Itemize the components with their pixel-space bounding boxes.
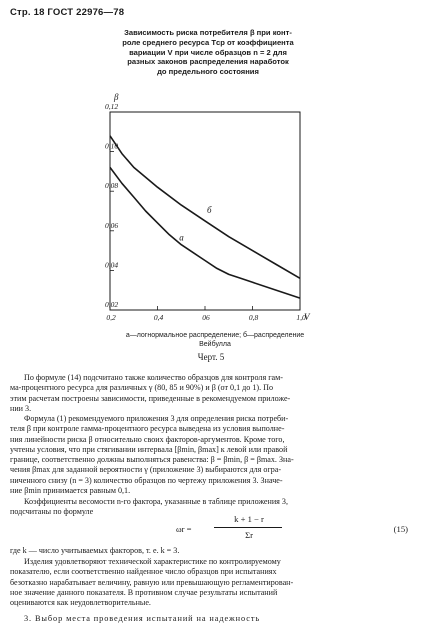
text-line: ния линейности риска β относительно своих факторов-аргументов. Кроме того, [10,434,285,444]
paragraph-formula-14 [10,373,412,414]
y-tick-label: 0,08 [105,181,119,191]
text-line: Изделия удовлетворяют технической характеристике по контролируемому [24,557,281,566]
caption-line: а—логнормальное распределение; б—распределение [125,332,305,339]
text-line: теля β при контроле гамма-процентного ресурса выведена из условия выполне- [10,424,285,434]
text-line: где k — число учитываемых факторов, т. е. k = 3. [10,546,180,555]
text-line: ниченного снизу (n = 3) количество образцов по чертежу приложения 3. Значе- [10,475,283,485]
y-tick-label: 0,06 [105,220,119,230]
text-line: Коэффициенты весомости n-го фактора, указанные в таблице приложения 3, [24,497,289,506]
running-header: Стр. 18 ГОСТ 22976—78 [10,7,125,18]
text-line: нии 3. [10,403,32,413]
figure-title-line: роле среднего ресурса Tср от коэффициента [122,37,294,47]
paragraph-formula-1 [10,414,412,496]
text-line: ние βmin принимается равным 0,1. [10,486,131,496]
text-line: границе, соответственно должны выполняться равенства: β = βmin, β = βmax. Зна- [10,455,294,465]
plot-frame [110,112,300,310]
section-heading: 3. Выбор места проведения испытаний на надежность [24,614,261,623]
x-tick-label: 06 [202,313,210,322]
figure-title-line: до предельного состояния [157,67,259,77]
text-line: этим расчетам построены зависимости, приведенные в рекомендуемом приложе- [10,393,291,403]
y-tick-label: 0,10 [105,141,119,151]
text-line: показателю, если соответственно найденное число образцов при испытаниях [10,567,277,577]
x-tick-label: 0,2 [106,313,116,322]
x-axis-label: V [304,312,310,322]
series-label: б [207,204,212,215]
caption-line: Вейбулла [199,341,231,348]
formula-15 [0,512,422,546]
text-line: ное значение данного показателя. В противном случае результаты испытаний [10,587,278,597]
formula-denominator: Σr [245,530,253,540]
text-line: подсчитаны по формуле [10,507,94,517]
series-line-a [110,167,300,298]
y-tick-label: 0,04 [105,260,119,270]
paragraph-where [10,546,412,556]
series-line-b [110,136,300,278]
figure-caption [50,331,380,349]
text-line: оцениваются как неудовлетворительные. [10,598,151,608]
fraction-bar [214,527,282,528]
text-line: По формуле (14) подсчитано также количество образцов для контроля гам- [24,373,283,382]
x-tick-label: 1,0 [296,313,306,322]
formula-numerator: k + 1 − r [234,514,264,524]
figure-number: Черт. 5 [197,352,225,362]
figure-title-line: вариации V при числе образцов n = 2 для [129,47,287,57]
figure-title-line: разных законов распределения наработок [127,57,289,67]
text-line: Формула (1) рекомендуемого приложения 3 для определения риска потреби- [24,414,289,423]
formula-lhs: ωr = [176,524,192,534]
text-line: ма-процентного ресурса для различных γ (80, 85 и 90%) и β (от 0,1 до 1). По [10,383,274,393]
text-line: чения βmax для заданной вероятности γ (приложение 3) выбираются для огра- [10,465,282,475]
y-axis-label: β [114,92,119,102]
series-label: а [179,232,184,243]
x-tick-label: 0,4 [153,313,164,322]
text-line: безотказно нарабатывает величину, равную или превышающую регламентирован- [10,577,294,587]
y-tick-label: 0,12 [105,102,119,111]
text-line: учтены условия, что при стягивании интервала [βmin, βmax] к левой или правой [10,444,288,454]
formula-number: (15) [393,524,408,534]
x-tick-label: 0,8 [248,313,259,322]
figure-title-line: Зависимость риска потребителя β при конт- [124,28,292,37]
y-tick-label: 0,02 [105,300,119,309]
paragraph-conclusion [10,557,412,608]
